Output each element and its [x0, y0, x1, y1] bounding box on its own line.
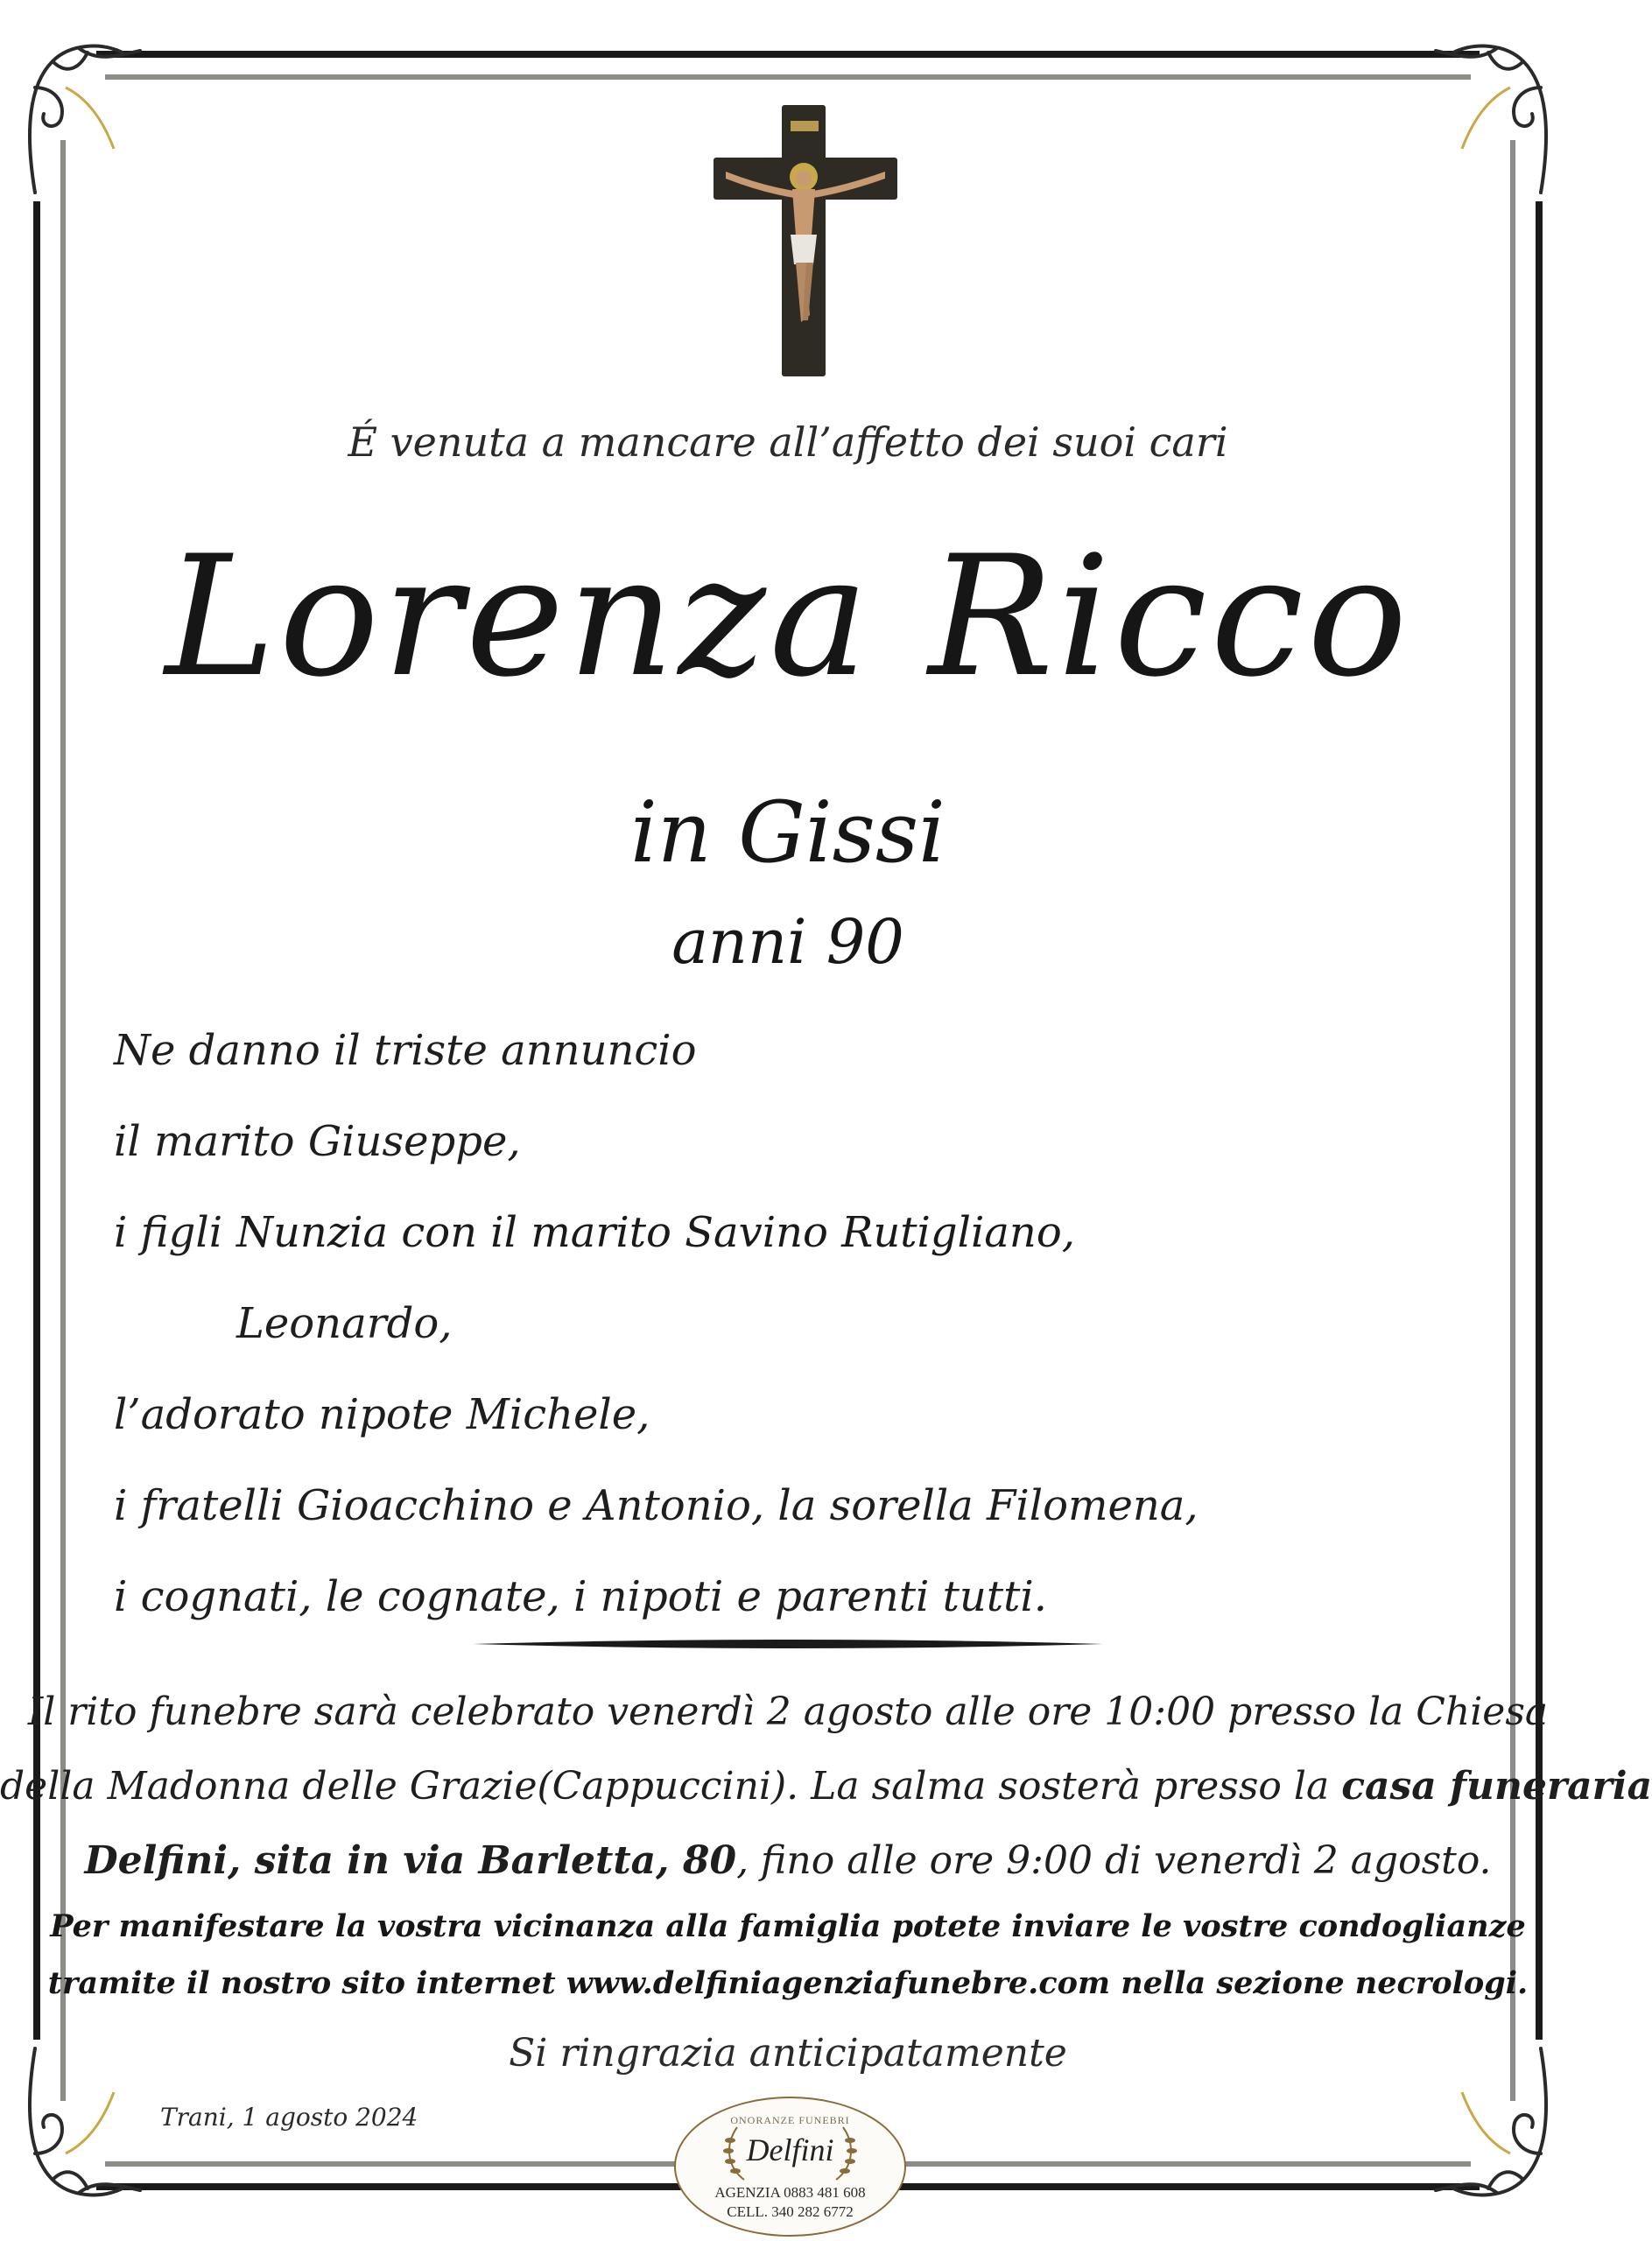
family-line: i cognati, le cognate, i nipoti e parenti tutti.: [114, 1572, 1048, 1621]
agency-seal: [674, 2097, 906, 2237]
family-line: i figli: [114, 1208, 223, 1257]
rite-line: Il rito funebre sarà celebrato venerdì 2 agosto alle ore 10:00 presso la Chiesa: [27, 1690, 1549, 1734]
corner-ornament-icon: [1427, 35, 1558, 201]
deceased-name: Lorenza Ricco: [165, 520, 1411, 713]
separator-line: [473, 1637, 1103, 1651]
thanks-line: Si ringrazia anticipatamente: [509, 2031, 1067, 2076]
rite-text: della Madonna delle Grazie(Cappuccini). La salma sosterà presso la: [0, 1764, 1342, 1809]
seal-phone: CELL. 340 282 6772: [727, 2203, 854, 2220]
seal-phone: AGENZIA 0883 481 608: [714, 2184, 866, 2201]
condolences-line: Per manifestare la vostra vicinanza alla famiglia potete inviare le vostre condoglianze: [50, 1908, 1526, 1944]
seal-subtitle: ONORANZE FUNEBRI: [730, 2114, 850, 2126]
rite-line: [0, 1764, 1652, 1809]
family-line: i fratelli Gioacchino e Antonio, la sorella Filomena,: [114, 1481, 1199, 1530]
crucifix-icon: [714, 105, 897, 376]
married-name: in Gissi: [630, 783, 946, 882]
intro-line: É venuta a mancare all’affetto dei suoi cari: [348, 418, 1228, 466]
rite-line: [0, 1838, 1576, 1883]
family-line: l’adorato nipote Michele,: [114, 1390, 650, 1439]
family-line: Leonardo,: [236, 1299, 453, 1348]
rite-text: , fino alle ore 9:00 di venerdì 2 agosto.: [736, 1838, 1492, 1883]
age-line: anni 90: [671, 906, 904, 978]
family-line: Ne danno il triste annuncio: [114, 1026, 697, 1075]
rite-text-bold: Delfini, sita in via Barletta, 80: [84, 1838, 737, 1883]
rite-text-bold: casa funeraria: [1341, 1764, 1652, 1809]
family-line: il marito Giuseppe,: [114, 1117, 521, 1166]
seal-brand: Delfini: [746, 2132, 834, 2167]
family-line-children: Nunzia con il marito Savino Rutigliano,: [236, 1208, 1075, 1257]
condolences-line: tramite il nostro sito internet www.delfiniagenziafunebre.com nella sezione necrologi.: [47, 1965, 1529, 2001]
place-date: Trani, 1 agosto 2024: [160, 2103, 418, 2132]
corner-ornament-icon: [18, 35, 149, 201]
